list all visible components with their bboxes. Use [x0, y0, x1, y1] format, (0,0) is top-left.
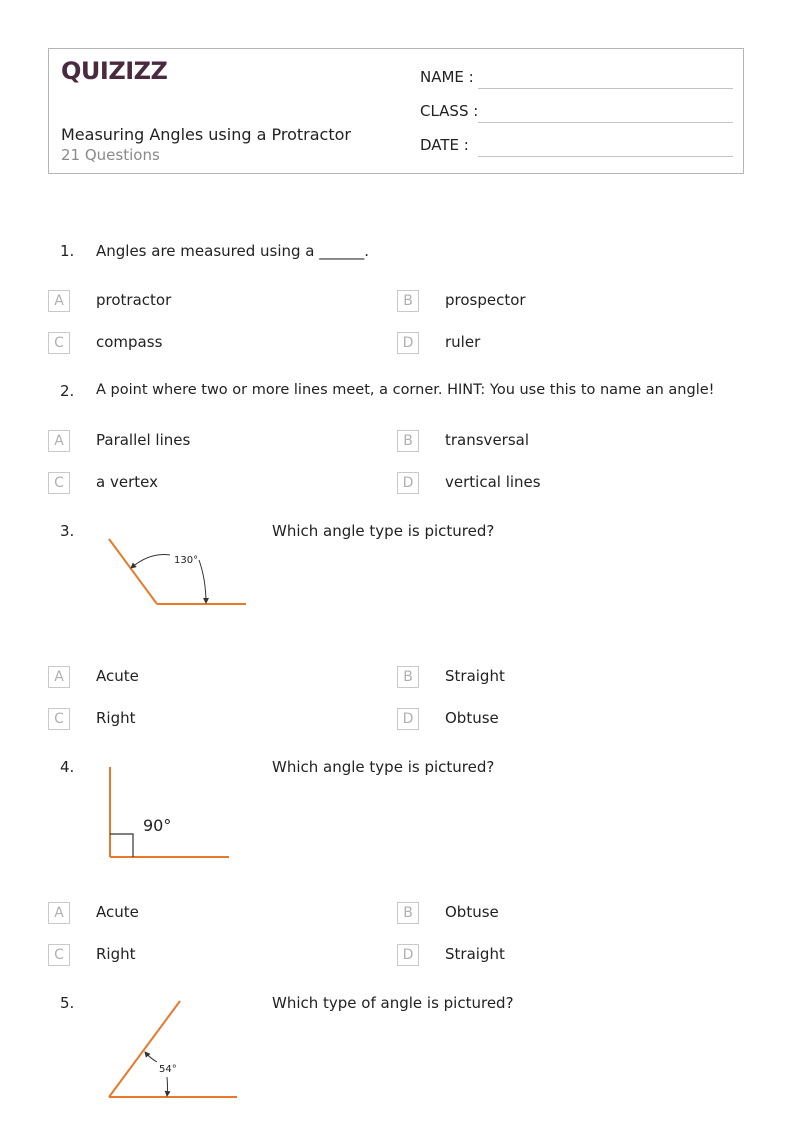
option-text-d: vertical lines	[445, 473, 541, 491]
worksheet-title: Measuring Angles using a Protractor	[61, 125, 351, 144]
option-box-c: C	[48, 332, 70, 354]
option-text-a: protractor	[96, 291, 172, 309]
angle-arc-bottom	[167, 1077, 168, 1096]
option-text-d: ruler	[445, 333, 481, 351]
option-box-b: B	[397, 902, 419, 924]
option-box-d: D	[397, 708, 419, 730]
option-box-c: C	[48, 472, 70, 494]
option-text-b: Straight	[445, 667, 505, 685]
option-box-d: D	[397, 944, 419, 966]
option-text-b: transversal	[445, 431, 530, 449]
angle-arm	[109, 539, 157, 604]
option-box-d: D	[397, 472, 419, 494]
option-box-a: A	[48, 902, 70, 924]
question-number: 3.	[60, 522, 75, 540]
question-number: 1.	[60, 242, 75, 260]
option-text-c: a vertex	[96, 473, 158, 491]
angle-label: 130°	[174, 555, 199, 566]
option-text-c: Right	[96, 709, 136, 727]
name-label: NAME :	[420, 68, 474, 86]
worksheet-header	[48, 48, 744, 174]
option-text-b: Obtuse	[445, 903, 499, 921]
option-text-d: Obtuse	[445, 709, 499, 727]
option-box-a: A	[48, 666, 70, 688]
date-line	[478, 156, 733, 157]
question-text: Which angle type is pictured?	[272, 758, 495, 776]
option-text-a: Parallel lines	[96, 431, 191, 449]
angle-arc-left	[131, 555, 170, 568]
option-text-b: prospector	[445, 291, 526, 309]
question-number: 2.	[60, 382, 75, 400]
date-label: DATE :	[420, 136, 469, 154]
angle-arc-top	[145, 1052, 157, 1062]
name-line	[478, 88, 733, 89]
option-box-b: B	[397, 290, 419, 312]
acute-angle-figure	[100, 996, 250, 1106]
option-text-a: Acute	[96, 667, 139, 685]
quizizz-logo: QUIZIZZ	[61, 57, 168, 85]
question-text: Which angle type is pictured?	[272, 522, 495, 540]
option-box-b: B	[397, 666, 419, 688]
question-number: 4.	[60, 758, 75, 776]
class-label: CLASS :	[420, 102, 479, 120]
option-box-c: C	[48, 944, 70, 966]
option-text-c: compass	[96, 333, 163, 351]
option-box-d: D	[397, 332, 419, 354]
question-count: 21 Questions	[61, 146, 160, 164]
question-text: Angles are measured using a ______.	[96, 242, 370, 260]
right-angle-figure	[100, 764, 240, 864]
question-text: Which type of angle is pictured?	[272, 994, 514, 1012]
option-box-a: A	[48, 290, 70, 312]
angle-label: 54°	[159, 1064, 177, 1075]
angle-arc-right	[199, 560, 206, 603]
option-text-d: Straight	[445, 945, 505, 963]
class-line	[478, 122, 733, 123]
angle-arm	[109, 1001, 180, 1097]
right-angle-marker	[110, 834, 133, 857]
option-text-c: Right	[96, 945, 136, 963]
option-text-a: Acute	[96, 903, 139, 921]
obtuse-angle-figure	[100, 530, 260, 620]
option-box-c: C	[48, 708, 70, 730]
option-box-b: B	[397, 430, 419, 452]
question-number: 5.	[60, 994, 75, 1012]
question-text: A point where two or more lines meet, a corner. HINT: You use this to name an angle!	[96, 382, 715, 398]
option-box-a: A	[48, 430, 70, 452]
angle-label: 90°	[143, 816, 172, 835]
